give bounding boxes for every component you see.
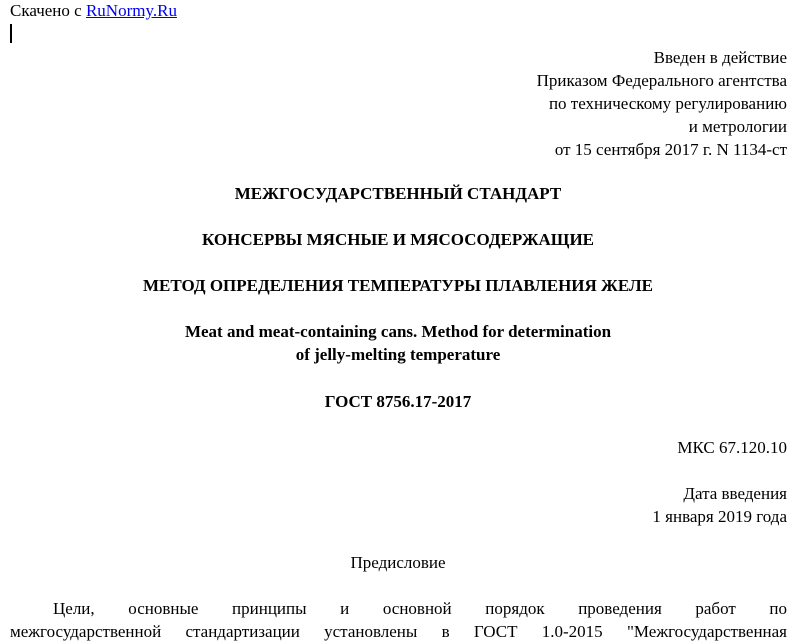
foreword-line-2: межгосударственной стандартизации установлены в ГОСТ 1.0-2015 "Межгосударственная [10,622,787,641]
mks-code: МКС 67.120.10 [677,438,787,457]
intro-date-label: Дата введения [683,484,787,503]
text-cursor [10,24,12,43]
product-title: КОНСЕРВЫ МЯСНЫЕ И МЯСОСОДЕРЖАЩИЕ [201,230,595,249]
enactment-line: и метрологии [688,117,787,136]
foreword-line-1: Цели, основные принципы и основной порядок проведения работ по [53,599,787,618]
english-title-line-1: Meat and meat-containing cans. Method for determination [184,322,612,341]
gost-designation: ГОСТ 8756.17-2017 [324,392,472,411]
runormy-link[interactable]: RuNormy.Ru [85,1,177,20]
enactment-line: по техническому регулированию [548,94,787,113]
foreword-paragraph [10,597,787,643]
download-source-line [10,1,177,21]
enactment-line: Приказом Федерального агентства [536,71,787,90]
enactment-line: Введен в действие [653,48,787,67]
standard-type-title: МЕЖГОСУДАРСТВЕННЫЙ СТАНДАРТ [234,184,562,203]
enactment-line: от 15 сентября 2017 г. N 1134-ст [554,140,787,159]
enactment-block [537,46,787,161]
foreword-heading: Предисловие [350,553,446,572]
intro-date-value: 1 января 2019 года [652,507,787,526]
download-prefix: Скачено с [10,1,86,20]
english-title-line-2: of jelly-melting temperature [295,345,501,364]
method-title: МЕТОД ОПРЕДЕЛЕНИЯ ТЕМПЕРАТУРЫ ПЛАВЛЕНИЯ ЖЕЛЕ [143,276,653,295]
